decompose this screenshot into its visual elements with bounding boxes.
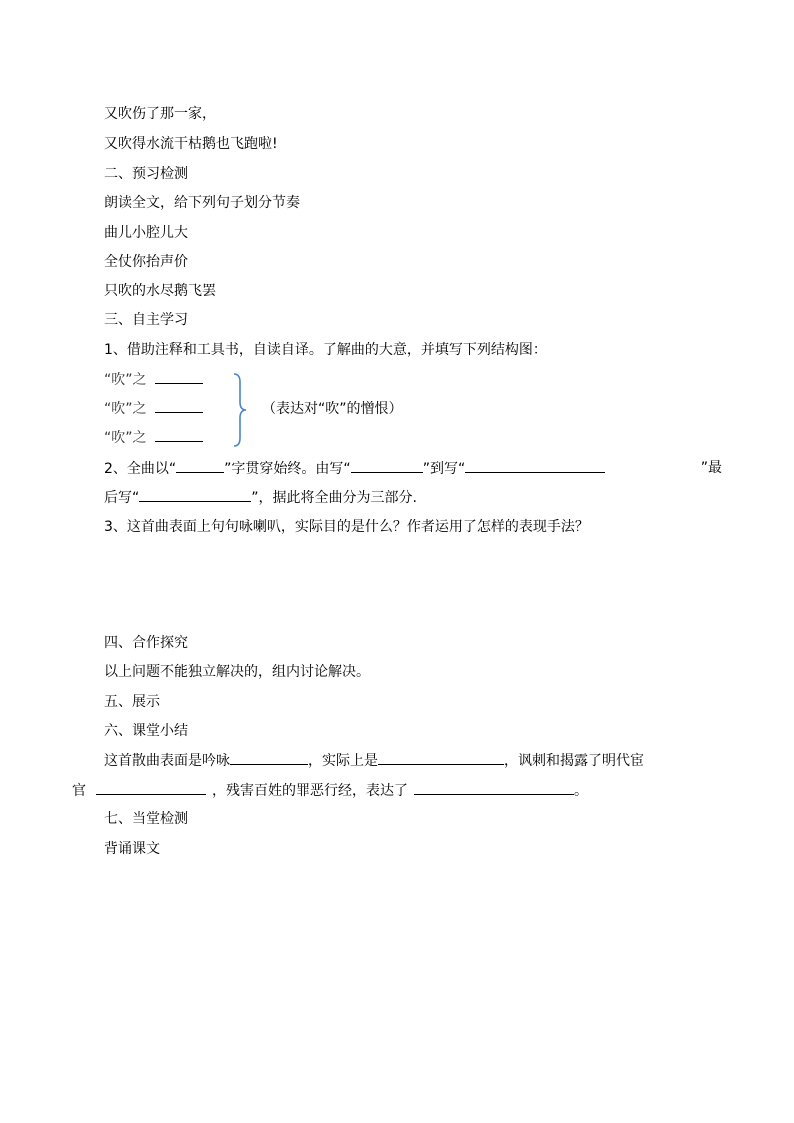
instruction-text: 朗读全文，给下列句子划分节奏 — [104, 195, 300, 211]
answer-blank[interactable] — [230, 750, 308, 765]
answer-blank[interactable] — [176, 458, 224, 473]
structure-label: “吹”之 — [104, 430, 147, 446]
answer-blank[interactable] — [155, 369, 203, 384]
structure-row-2 — [104, 398, 203, 418]
question-3: 3、这首曲表面上句句咏喇叭，实际目的是什么？作者运用了怎样的表现手法？ — [104, 519, 589, 535]
sentence-2: 全仗你抬声价 — [104, 254, 188, 270]
question-2-line-2: 后写“ ”，据此将全曲分为三部分. — [104, 487, 417, 507]
answer-blank[interactable] — [414, 780, 574, 795]
test-text: 背诵课文 — [104, 841, 160, 857]
answer-blank[interactable] — [465, 458, 605, 473]
section-heading-cooperation: 四、合作探究 — [104, 635, 188, 651]
structure-label: “吹”之 — [104, 401, 147, 417]
structure-label: “吹”之 — [104, 372, 147, 388]
poem-line-2: 又吹得水流干枯鹅也飞跑啦! — [104, 136, 278, 152]
sentence-3: 只吹的水尽鹅飞罢 — [104, 283, 216, 299]
answer-blank[interactable] — [378, 750, 504, 765]
answer-blank[interactable] — [351, 458, 423, 473]
answer-blank[interactable] — [155, 398, 203, 413]
answer-blank[interactable] — [139, 487, 251, 502]
section-heading-summary: 六、课堂小结 — [104, 723, 188, 739]
answer-blank[interactable] — [155, 427, 203, 442]
section-heading-test: 七、当堂检测 — [104, 811, 188, 827]
curly-brace-icon — [232, 372, 248, 448]
sentence-1: 曲儿小腔儿大 — [104, 225, 188, 241]
answer-blank[interactable] — [96, 780, 206, 795]
section-heading-self-study: 三、自主学习 — [104, 312, 188, 328]
summary-line-1: 这首散曲表面是吟咏 ，实际上是 ，讽刺和揭露了明代宦 — [104, 750, 722, 770]
structure-row-3 — [104, 427, 203, 447]
summary-line-2: 官 ，残害百姓的罪恶行经，表达了 。 — [72, 780, 588, 800]
section-heading-display: 五、展示 — [104, 694, 160, 710]
structure-row-1 — [104, 369, 203, 389]
structure-note: （表达对“吹”的憎恨） — [262, 401, 403, 417]
question-2-line-1: 2、全曲以“ ”字贯穿始终。由写“ ”到写“ ”最 — [104, 460, 722, 477]
poem-line-1: 又吹伤了那一家， — [104, 106, 216, 122]
cooperation-text: 以上问题不能独立解决的，组内讨论解决。 — [104, 664, 370, 680]
section-heading-preview: 二、预习检测 — [104, 166, 188, 182]
question-1: 1、借助注释和工具书，自读自译。了解曲的大意，并填写下列结构图： — [104, 342, 547, 358]
